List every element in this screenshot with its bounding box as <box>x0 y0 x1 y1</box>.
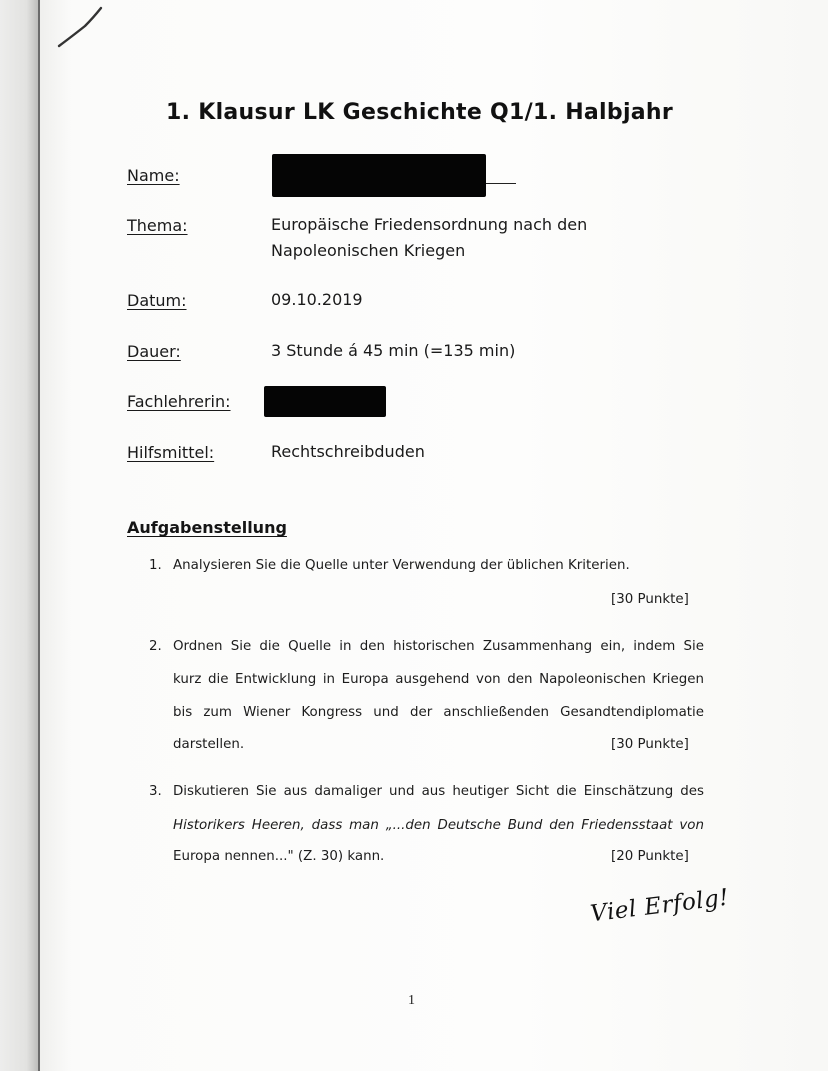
exam-title: 1. Klausur LK Geschichte Q1/1. Halbjahr <box>166 100 674 125</box>
task-2-line-3: bis zum Wiener Kongress und der anschließenden Gesandtendiplomatie <box>173 705 704 720</box>
aids-value: Rechtschreibduden <box>271 442 425 461</box>
task-3-line-3: Europa nennen..." (Z. 30) kann. <box>173 849 385 864</box>
name-label: Name: <box>127 166 180 185</box>
duration-value: 3 Stunde á 45 min (=135 min) <box>271 341 516 360</box>
date-value: 09.10.2019 <box>271 290 363 309</box>
topic-value-line-1: Europäische Friedensordnung nach den <box>271 215 588 234</box>
task-1 <box>149 558 697 580</box>
task-2-points: [30 Punkte] <box>611 737 689 752</box>
task-2-line-1: Ordnen Sie die Quelle in den historischen Zusammenhang ein, indem Sie <box>173 639 704 654</box>
name-underline <box>486 183 516 184</box>
topic-value-line-2: Napoleonischen Kriegen <box>271 241 466 260</box>
duration-label: Dauer: <box>127 342 181 361</box>
pen-stroke-mark <box>55 6 105 51</box>
scan-background-edge <box>0 0 38 1071</box>
teacher-label: Fachlehrerin: <box>127 392 231 411</box>
name-redaction <box>272 154 486 197</box>
topic-label: Thema: <box>127 216 188 235</box>
aids-label: Hilfsmittel: <box>127 443 215 462</box>
task-2-line-4: darstellen. <box>173 737 245 752</box>
task-3-points: [20 Punkte] <box>611 849 689 864</box>
task-1-line-1: Analysieren Sie die Quelle unter Verwendung der üblichen Kriterien. <box>173 558 630 573</box>
date-label: Datum: <box>127 291 187 310</box>
task-1-points: [30 Punkte] <box>611 592 689 607</box>
task-2-number: 2. <box>149 639 162 654</box>
page-number: 1 <box>408 993 415 1008</box>
task-3-number: 3. <box>149 784 162 799</box>
task-2-line-2: kurz die Entwicklung in Europa ausgehend von den Napoleonischen Kriegen <box>173 672 704 687</box>
tasks-heading: Aufgabenstellung <box>127 518 287 537</box>
task-1-number: 1. <box>149 558 162 573</box>
task-3-line-1: Diskutieren Sie aus damaliger und aus heutiger Sicht die Einschätzung des <box>173 784 704 799</box>
signoff-handwriting: Viel Erfolg! <box>588 884 731 928</box>
teacher-redaction <box>264 386 386 417</box>
task-3-line-2: Historikers Heeren, dass man „...den Deutsche Bund den Friedensstaat von <box>173 818 704 833</box>
